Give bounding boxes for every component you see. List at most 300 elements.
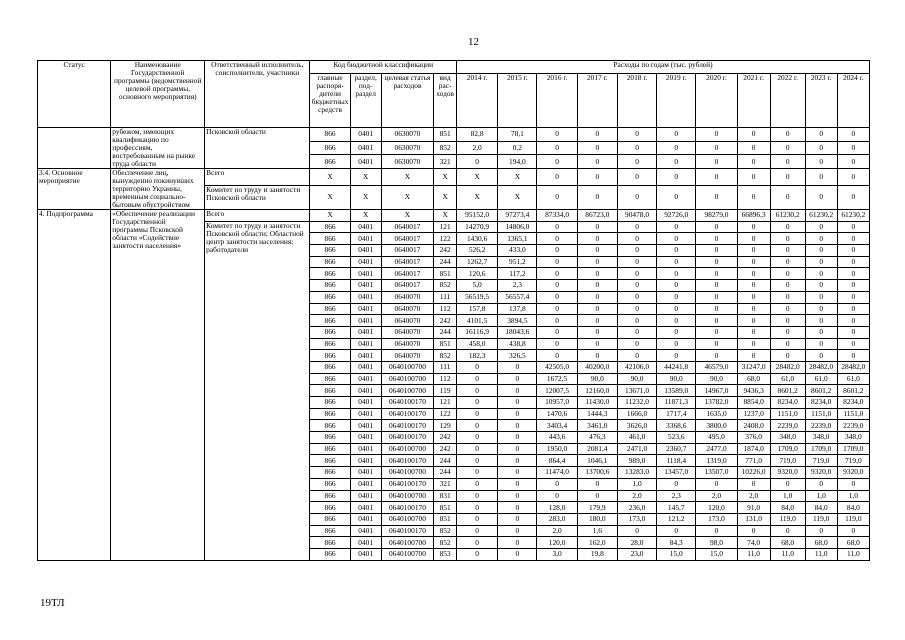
table-cell: 0401	[350, 233, 381, 245]
table-cell: 866	[310, 256, 350, 268]
table-cell: X	[310, 210, 350, 222]
table-cell: 0	[737, 141, 770, 155]
table-cell: X	[310, 169, 350, 186]
table-cell: 0	[457, 420, 498, 432]
table-cell: 866	[310, 478, 350, 490]
table-cell: 2408,0	[737, 420, 770, 432]
table-cell: 82,8	[457, 128, 498, 142]
table-cell: 0	[537, 268, 577, 280]
table-cell: 0	[657, 315, 696, 327]
table-cell: 13589,0	[657, 385, 696, 397]
table-cell: 0	[837, 155, 869, 169]
table-cell: 0	[457, 432, 498, 444]
table-cell: X	[350, 185, 381, 209]
table-cell: 0	[737, 315, 770, 327]
table-cell: 9320,0	[805, 467, 837, 479]
table-cell: 866	[310, 291, 350, 303]
table-cell: 0	[657, 141, 696, 155]
table-cell: 119,0	[837, 513, 869, 525]
table-cell: 2471,0	[617, 443, 656, 455]
table-cell: 145,7	[657, 502, 696, 514]
table-cell: 90,0	[617, 373, 656, 385]
table-cell: 0	[696, 256, 737, 268]
table-cell: 10226,0	[737, 467, 770, 479]
table-cell: 11232,0	[617, 397, 656, 409]
table-cell: 0	[837, 350, 869, 362]
table-cell: 852	[434, 537, 457, 549]
table-cell: 1262,7	[457, 256, 498, 268]
table-cell: 851	[434, 502, 457, 514]
table-cell: 0	[837, 303, 869, 315]
header-code-group: Код бюджетной классификации	[310, 61, 457, 74]
table-cell: 0	[805, 315, 837, 327]
table-cell: 866	[310, 548, 350, 560]
table-cell: 2239,0	[770, 420, 805, 432]
table-cell: 0	[805, 326, 837, 338]
table-cell: 376,0	[737, 432, 770, 444]
table-cell: 3626,0	[617, 420, 656, 432]
table-cell: 242	[434, 443, 457, 455]
table-cell: 0	[617, 233, 656, 245]
table-cell: 0	[805, 478, 837, 490]
table-cell: 0640017	[381, 221, 434, 233]
table-cell: 866	[310, 155, 350, 169]
table-cell: 0401	[350, 268, 381, 280]
table-cell: 74,0	[737, 537, 770, 549]
table-cell: X	[457, 169, 498, 186]
table-cell: 0	[577, 233, 617, 245]
table-cell: 28482,0	[770, 361, 805, 373]
page-number: 12	[468, 36, 479, 48]
table-cell: 11430,0	[577, 397, 617, 409]
table-cell: 0	[737, 525, 770, 537]
table-cell: 0	[770, 233, 805, 245]
table-cell: 0640017	[381, 280, 434, 292]
table-cell: 866	[310, 350, 350, 362]
table-cell: 866	[310, 443, 350, 455]
table-cell: 0640100170	[381, 420, 434, 432]
table-cell: 0	[577, 350, 617, 362]
table-cell: 866	[310, 537, 350, 549]
table-cell: 0	[770, 141, 805, 155]
table-cell: 0640017	[381, 245, 434, 257]
table-cell: 0401	[350, 397, 381, 409]
table-cell: 1319,0	[696, 455, 737, 467]
table-cell: 0	[837, 141, 869, 155]
table-cell: 283,0	[537, 513, 577, 525]
table-cell: 0401	[350, 361, 381, 373]
table-cell: 0401	[350, 155, 381, 169]
table-cell: 0	[696, 338, 737, 350]
table-cell: 0	[737, 233, 770, 245]
table-cell: 10957,0	[537, 397, 577, 409]
table-cell: 1237,0	[737, 408, 770, 420]
table-cell: 86723,0	[577, 210, 617, 222]
table-cell: 0640100700	[381, 385, 434, 397]
table-cell: 866	[310, 245, 350, 257]
table-cell: 0	[837, 525, 869, 537]
header-year: 2024 г.	[837, 74, 869, 128]
table-cell: 31247,0	[737, 361, 770, 373]
table-cell: 90,0	[657, 373, 696, 385]
table-cell: 0	[770, 169, 805, 186]
table-cell: 0	[696, 233, 737, 245]
table-cell: 0	[696, 185, 737, 209]
table-cell: 0401	[350, 420, 381, 432]
table-cell: 0	[577, 128, 617, 142]
table-cell: 8854,0	[737, 397, 770, 409]
executor-total-cell: Всего	[205, 169, 310, 186]
table-cell: 13283,0	[617, 467, 656, 479]
table-cell: 0	[805, 141, 837, 155]
table-cell: 0	[837, 233, 869, 245]
table-cell: 852	[434, 525, 457, 537]
table-cell: 0401	[350, 408, 381, 420]
table-cell: 14967,0	[696, 385, 737, 397]
header-year: 2022 г.	[770, 74, 805, 128]
table-cell: 0	[805, 256, 837, 268]
program-name-cell: рубежом, имеющих квалификацию по профессиям, востребованным на рынке труда области	[111, 128, 205, 169]
table-cell: 866	[310, 128, 350, 142]
table-cell: 0	[805, 291, 837, 303]
table-cell: 173,0	[696, 513, 737, 525]
table-cell: 44241,8	[657, 361, 696, 373]
table-cell: 0401	[350, 385, 381, 397]
table-cell: 866	[310, 513, 350, 525]
table-cell: 0	[457, 155, 498, 169]
table-cell: 120,6	[457, 268, 498, 280]
table-cell: 0	[537, 185, 577, 209]
table-cell: 0	[498, 408, 537, 420]
table-cell: 0	[696, 315, 737, 327]
table-cell: 0	[457, 385, 498, 397]
table-cell: 0	[577, 490, 617, 502]
table-cell: 242	[434, 432, 457, 444]
executor-cell: Псковской области	[205, 128, 310, 169]
table-cell: 0	[770, 525, 805, 537]
table-cell: 0	[696, 141, 737, 155]
table-cell: 0	[537, 315, 577, 327]
header-year: 2014 г.	[457, 74, 498, 128]
table-cell: 326,5	[498, 350, 537, 362]
header-program-name: Наименование Государственной программы (ведомственной целевой программы, основного мероприятия)	[111, 61, 205, 128]
table-cell: 461,0	[617, 432, 656, 444]
table-cell: 0	[457, 467, 498, 479]
table-cell: 866	[310, 373, 350, 385]
table-cell: 866	[310, 385, 350, 397]
table-cell: 0	[696, 245, 737, 257]
table-cell: 0	[837, 315, 869, 327]
table-cell: 1666,0	[617, 408, 656, 420]
table-cell: 1151,0	[805, 408, 837, 420]
table-cell: 0	[837, 478, 869, 490]
table-cell: 0640100170	[381, 455, 434, 467]
table-cell: 0	[657, 245, 696, 257]
table-cell: 2,3	[498, 280, 537, 292]
table-cell: 0	[617, 185, 656, 209]
header-years-group: Расходы по годам (тыс. рублей)	[457, 61, 870, 74]
table-cell: 13700,6	[577, 467, 617, 479]
table-cell: 0	[770, 326, 805, 338]
table-cell: 0	[770, 221, 805, 233]
table-row	[38, 128, 870, 142]
table-cell: 0	[617, 280, 656, 292]
table-cell: 1950,0	[537, 443, 577, 455]
table-cell: 2477,0	[696, 443, 737, 455]
table-cell: 0	[696, 268, 737, 280]
table-cell: 3403,4	[537, 420, 577, 432]
table-cell: 0	[770, 478, 805, 490]
table-cell: 46579,0	[696, 361, 737, 373]
table-cell: 2360,7	[657, 443, 696, 455]
table-cell: X	[381, 210, 434, 222]
executor-cell: Комитет по труду и занятости Псковской области; Областной центр занятости населения; работодатели	[205, 221, 310, 560]
table-cell: 0	[457, 525, 498, 537]
table-cell: 866	[310, 420, 350, 432]
table-cell: 0	[457, 443, 498, 455]
table-cell: 0	[737, 256, 770, 268]
table-cell: 523,6	[657, 432, 696, 444]
table-cell: 0	[657, 185, 696, 209]
table-cell: 19,8	[577, 548, 617, 560]
table-cell: 321	[434, 478, 457, 490]
table-cell: 3800,0	[696, 420, 737, 432]
table-cell: 0	[457, 397, 498, 409]
table-cell: 0640100170	[381, 408, 434, 420]
table-cell: 0	[657, 169, 696, 186]
table-cell: 866	[310, 268, 350, 280]
table-cell: 0640017	[381, 256, 434, 268]
table-cell: 0	[537, 155, 577, 169]
table-cell: 0	[805, 245, 837, 257]
table-cell: 0640100700	[381, 490, 434, 502]
table-cell: X	[350, 169, 381, 186]
table-cell: 9436,3	[737, 385, 770, 397]
table-cell: 0	[770, 315, 805, 327]
table-cell: 0	[737, 169, 770, 186]
table-cell: 23,0	[617, 548, 656, 560]
table-cell: 0640070	[381, 350, 434, 362]
table-cell: 0	[617, 338, 656, 350]
table-cell: 0	[837, 338, 869, 350]
table-cell: 5,0	[457, 280, 498, 292]
table-row	[38, 210, 870, 222]
table-cell: 179,9	[577, 502, 617, 514]
table-cell: 0	[770, 280, 805, 292]
table-cell: 0	[577, 338, 617, 350]
table-cell: X	[434, 185, 457, 209]
table-cell: 84,0	[770, 502, 805, 514]
table-cell: 0	[617, 350, 656, 362]
table-cell: 0	[537, 478, 577, 490]
table-cell: 0640100700	[381, 361, 434, 373]
table-cell: 0630070	[381, 128, 434, 142]
table-cell: 61,0	[805, 373, 837, 385]
table-cell: 15,0	[657, 548, 696, 560]
table-cell: 84,3	[657, 537, 696, 549]
table-cell: 11871,3	[657, 397, 696, 409]
table-cell: 13457,0	[657, 467, 696, 479]
table-cell: 0	[617, 245, 656, 257]
table-cell: 0	[737, 326, 770, 338]
table-cell: 12007,5	[537, 385, 577, 397]
table-cell: 28482,0	[837, 361, 869, 373]
table-cell: 13671,0	[617, 385, 656, 397]
table-cell: 121,2	[657, 513, 696, 525]
table-cell: 0	[737, 268, 770, 280]
table-cell: 61,0	[770, 373, 805, 385]
table-cell: 0	[737, 303, 770, 315]
table-cell: 0	[657, 155, 696, 169]
table-cell: 866	[310, 280, 350, 292]
table-cell: X	[498, 169, 537, 186]
table-cell: 0	[737, 221, 770, 233]
table-cell: 0	[805, 338, 837, 350]
header-code-col: вид рас-ходов	[434, 74, 457, 128]
table-cell: 0	[577, 291, 617, 303]
table-cell: 61230,2	[837, 210, 869, 222]
table-cell: 9320,0	[770, 467, 805, 479]
table-cell: 438,8	[498, 338, 537, 350]
table-cell: 61230,2	[770, 210, 805, 222]
table-cell: 0	[617, 128, 656, 142]
table-cell: 0	[770, 350, 805, 362]
table-cell: 0	[805, 280, 837, 292]
table-cell: 0	[537, 280, 577, 292]
table-cell: 90,0	[696, 373, 737, 385]
table-cell: 8601,2	[837, 385, 869, 397]
table-cell: 1444,3	[577, 408, 617, 420]
table-cell: 0	[657, 326, 696, 338]
table-cell: 0	[805, 155, 837, 169]
table-cell: 14806,0	[498, 221, 537, 233]
table-cell: 0	[577, 221, 617, 233]
table-cell: 0	[837, 169, 869, 186]
table-cell: 0	[537, 245, 577, 257]
table-cell: 1151,0	[837, 408, 869, 420]
table-cell: 14270,9	[457, 221, 498, 233]
table-cell: 3461,0	[577, 420, 617, 432]
header-year: 2016 г.	[537, 74, 577, 128]
table-cell: 2081,4	[577, 443, 617, 455]
table-cell: 0	[457, 361, 498, 373]
table-cell: 3894,5	[498, 315, 537, 327]
table-cell: 92726,0	[657, 210, 696, 222]
table-cell: 91,0	[737, 502, 770, 514]
header-code-col: раздел, под-раздел	[350, 74, 381, 128]
table-cell: 1,0	[805, 490, 837, 502]
table-cell: 0	[577, 256, 617, 268]
table-cell: 0401	[350, 373, 381, 385]
table-cell: 0	[737, 478, 770, 490]
table-cell: 98,0	[696, 537, 737, 549]
table-cell: 0	[770, 303, 805, 315]
table-cell: 11,0	[770, 548, 805, 560]
table-cell: 0	[837, 221, 869, 233]
table-cell: 66896,3	[737, 210, 770, 222]
table-cell: 0	[537, 490, 577, 502]
table-cell: 0401	[350, 350, 381, 362]
table-cell: 0640100700	[381, 373, 434, 385]
table-cell: 0401	[350, 256, 381, 268]
table-cell: 0	[617, 155, 656, 169]
table-cell: 90478,0	[617, 210, 656, 222]
table-cell: 90,0	[577, 373, 617, 385]
table-cell: 866	[310, 141, 350, 155]
table-cell: 1672,5	[537, 373, 577, 385]
table-cell: 1874,0	[737, 443, 770, 455]
table-cell: 244	[434, 455, 457, 467]
table-cell: 1151,0	[770, 408, 805, 420]
table-cell: 61,0	[837, 373, 869, 385]
table-cell: 866	[310, 326, 350, 338]
table-cell: 0	[837, 291, 869, 303]
table-cell: 42106,0	[617, 361, 656, 373]
table-cell: 0	[537, 169, 577, 186]
table-cell: 0	[537, 221, 577, 233]
table-cell: 244	[434, 467, 457, 479]
table-cell: 0401	[350, 280, 381, 292]
table-cell: 9320,0	[837, 467, 869, 479]
table-cell: 0	[498, 420, 537, 432]
table-cell: 0	[498, 525, 537, 537]
table-cell: 3368,6	[657, 420, 696, 432]
table-cell: 0,2	[498, 141, 537, 155]
table-cell: 0	[617, 303, 656, 315]
table-cell: 0	[837, 128, 869, 142]
table-cell: 78,1	[498, 128, 537, 142]
table-cell: 719,0	[805, 455, 837, 467]
table-cell: 8234,0	[805, 397, 837, 409]
table-cell: 0	[577, 155, 617, 169]
table-cell: 866	[310, 338, 350, 350]
program-name-cell: Обеспечение лиц, вынужденно покинувших территорию Украины, временным социально-бытовым обустройством	[111, 169, 205, 210]
table-cell: 0401	[350, 338, 381, 350]
table-cell: 0	[657, 268, 696, 280]
table-cell: 18043,6	[498, 326, 537, 338]
table-cell: 0	[805, 233, 837, 245]
table-cell: 3,0	[537, 548, 577, 560]
status-cell: 4. Подпрограмма	[38, 210, 111, 561]
table-cell: 0401	[350, 502, 381, 514]
table-cell: 2,0	[537, 525, 577, 537]
table-cell: 236,0	[617, 502, 656, 514]
table-cell: 0	[537, 303, 577, 315]
table-cell: 0401	[350, 128, 381, 142]
table-cell: 0	[657, 221, 696, 233]
table-cell: 719,0	[837, 455, 869, 467]
table-cell: 95152,0	[457, 210, 498, 222]
table-cell: 0	[696, 169, 737, 186]
table-cell: X	[434, 169, 457, 186]
table-cell: 2,0	[737, 490, 770, 502]
table-cell: 8234,0	[770, 397, 805, 409]
table-cell: 0	[577, 185, 617, 209]
table-cell: 0401	[350, 291, 381, 303]
table-cell: 0	[837, 268, 869, 280]
table-cell: 0	[498, 478, 537, 490]
table-cell: 0401	[350, 432, 381, 444]
table-cell: 0	[696, 326, 737, 338]
table-cell: 0	[737, 128, 770, 142]
table-cell: 348,0	[805, 432, 837, 444]
header-year: 2018 г.	[617, 74, 656, 128]
table-cell: 119	[434, 385, 457, 397]
table-cell: 0640070	[381, 326, 434, 338]
table-cell: 0401	[350, 467, 381, 479]
table-cell: 951,2	[498, 256, 537, 268]
table-cell: 0	[577, 478, 617, 490]
